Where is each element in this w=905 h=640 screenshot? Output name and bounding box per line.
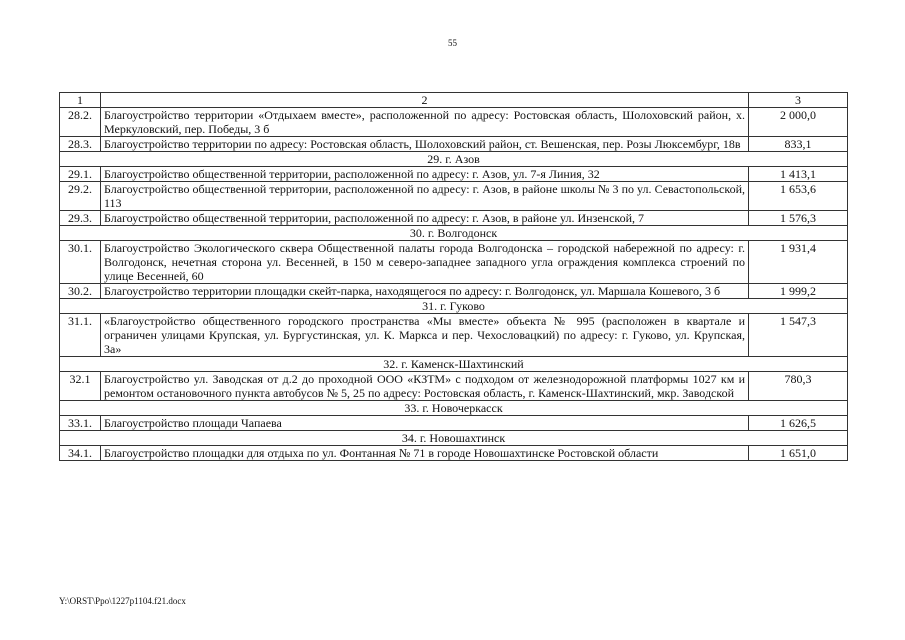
section-row [60, 357, 848, 372]
column-header-number: 1 [60, 93, 101, 108]
table-row [60, 416, 848, 431]
item-description: Благоустройство ул. Заводская от д.2 до проходной ООО «КЗТМ» с подходом от железнодорожной платформы 1027 км и ремонтом остановочного пункта автобусов № 5, 25 по адресу: Ростовская область, г. Каменск-Шахтинский, мкр. Заводской [101, 372, 749, 401]
item-amount: 1 413,1 [749, 167, 848, 182]
item-amount: 780,3 [749, 372, 848, 401]
section-row [60, 401, 848, 416]
table-row [60, 182, 848, 211]
section-title: 32. г. Каменск-Шахтинский [60, 357, 848, 372]
item-description: Благоустройство Экологического сквера Общественной палаты города Волгодонска – городской набережной по адресу: г. Волгодонск, нечетная сторона ул. Весенней, в 150 м северо-западнее западного угла ограждения комплекса строений по улице Весенней, 60 [101, 241, 749, 284]
item-number: 28.2. [60, 108, 101, 137]
table-row [60, 372, 848, 401]
item-description: Благоустройство территории «Отдыхаем вместе», расположенной по адресу: Ростовская область, Шолоховский район, х. Меркуловский, пер. Победы, 3 б [101, 108, 749, 137]
budget-table [59, 92, 848, 461]
item-description: Благоустройство общественной территории, расположенной по адресу: г. Азов, ул. 7-я Линия, 32 [101, 167, 749, 182]
page-number: 55 [448, 38, 457, 48]
section-title: 34. г. Новошахтинск [60, 431, 848, 446]
item-number: 30.1. [60, 241, 101, 284]
section-title: 31. г. Гуково [60, 299, 848, 314]
item-number: 30.2. [60, 284, 101, 299]
item-amount: 1 576,3 [749, 211, 848, 226]
table-row [60, 137, 848, 152]
table-row [60, 284, 848, 299]
table-row [60, 314, 848, 357]
item-amount: 2 000,0 [749, 108, 848, 137]
section-row [60, 299, 848, 314]
item-description: Благоустройство территории площадки скейт-парка, находящегося по адресу: г. Волгодонск, ул. Маршала Кошевого, 3 б [101, 284, 749, 299]
item-description: Благоустройство общественной территории, расположенной по адресу: г. Азов, в районе ул. Инзенской, 7 [101, 211, 749, 226]
item-number: 29.3. [60, 211, 101, 226]
item-amount: 1 547,3 [749, 314, 848, 357]
table-row [60, 108, 848, 137]
section-row [60, 431, 848, 446]
item-description: Благоустройство территории по адресу: Ростовская область, Шолоховский район, ст. Вешенская, пер. Розы Люксембург, 18в [101, 137, 749, 152]
item-description: Благоустройство площадки для отдыха по ул. Фонтанная № 71 в городе Новошахтинске Ростовской области [101, 446, 749, 461]
table-row [60, 167, 848, 182]
section-row [60, 226, 848, 241]
item-number: 28.3. [60, 137, 101, 152]
column-header-description: 2 [101, 93, 749, 108]
table-body [60, 93, 848, 461]
item-number: 29.2. [60, 182, 101, 211]
column-header-amount: 3 [749, 93, 848, 108]
table-row [60, 211, 848, 226]
item-amount: 1 626,5 [749, 416, 848, 431]
item-amount: 833,1 [749, 137, 848, 152]
item-description: Благоустройство общественной территории, расположенной по адресу: г. Азов, в районе школы № 3 по ул. Севастопольской, 113 [101, 182, 749, 211]
item-number: 32.1 [60, 372, 101, 401]
table-header-row [60, 93, 848, 108]
table-row [60, 446, 848, 461]
item-number: 31.1. [60, 314, 101, 357]
item-number: 33.1. [60, 416, 101, 431]
item-number: 29.1. [60, 167, 101, 182]
item-number: 34.1. [60, 446, 101, 461]
item-description: Благоустройство площади Чапаева [101, 416, 749, 431]
table-row [60, 241, 848, 284]
item-amount: 1 931,4 [749, 241, 848, 284]
item-amount: 1 651,0 [749, 446, 848, 461]
item-amount: 1 999,2 [749, 284, 848, 299]
section-title: 33. г. Новочеркасск [60, 401, 848, 416]
section-title: 30. г. Волгодонск [60, 226, 848, 241]
section-title: 29. г. Азов [60, 152, 848, 167]
item-description: «Благоустройство общественного городского пространства «Мы вместе» объекта № 995 (расположен в квартале и ограничен улицами Крупская, ул. Бургустинская, ул. К. Маркса и пер. Чехословацкий) по адресу: г. Гуково, ул. Крупская, 3а» [101, 314, 749, 357]
item-amount: 1 653,6 [749, 182, 848, 211]
section-row [60, 152, 848, 167]
file-path-footer: Y:\ORST\Ppo\1227p1104.f21.docx [59, 596, 186, 606]
